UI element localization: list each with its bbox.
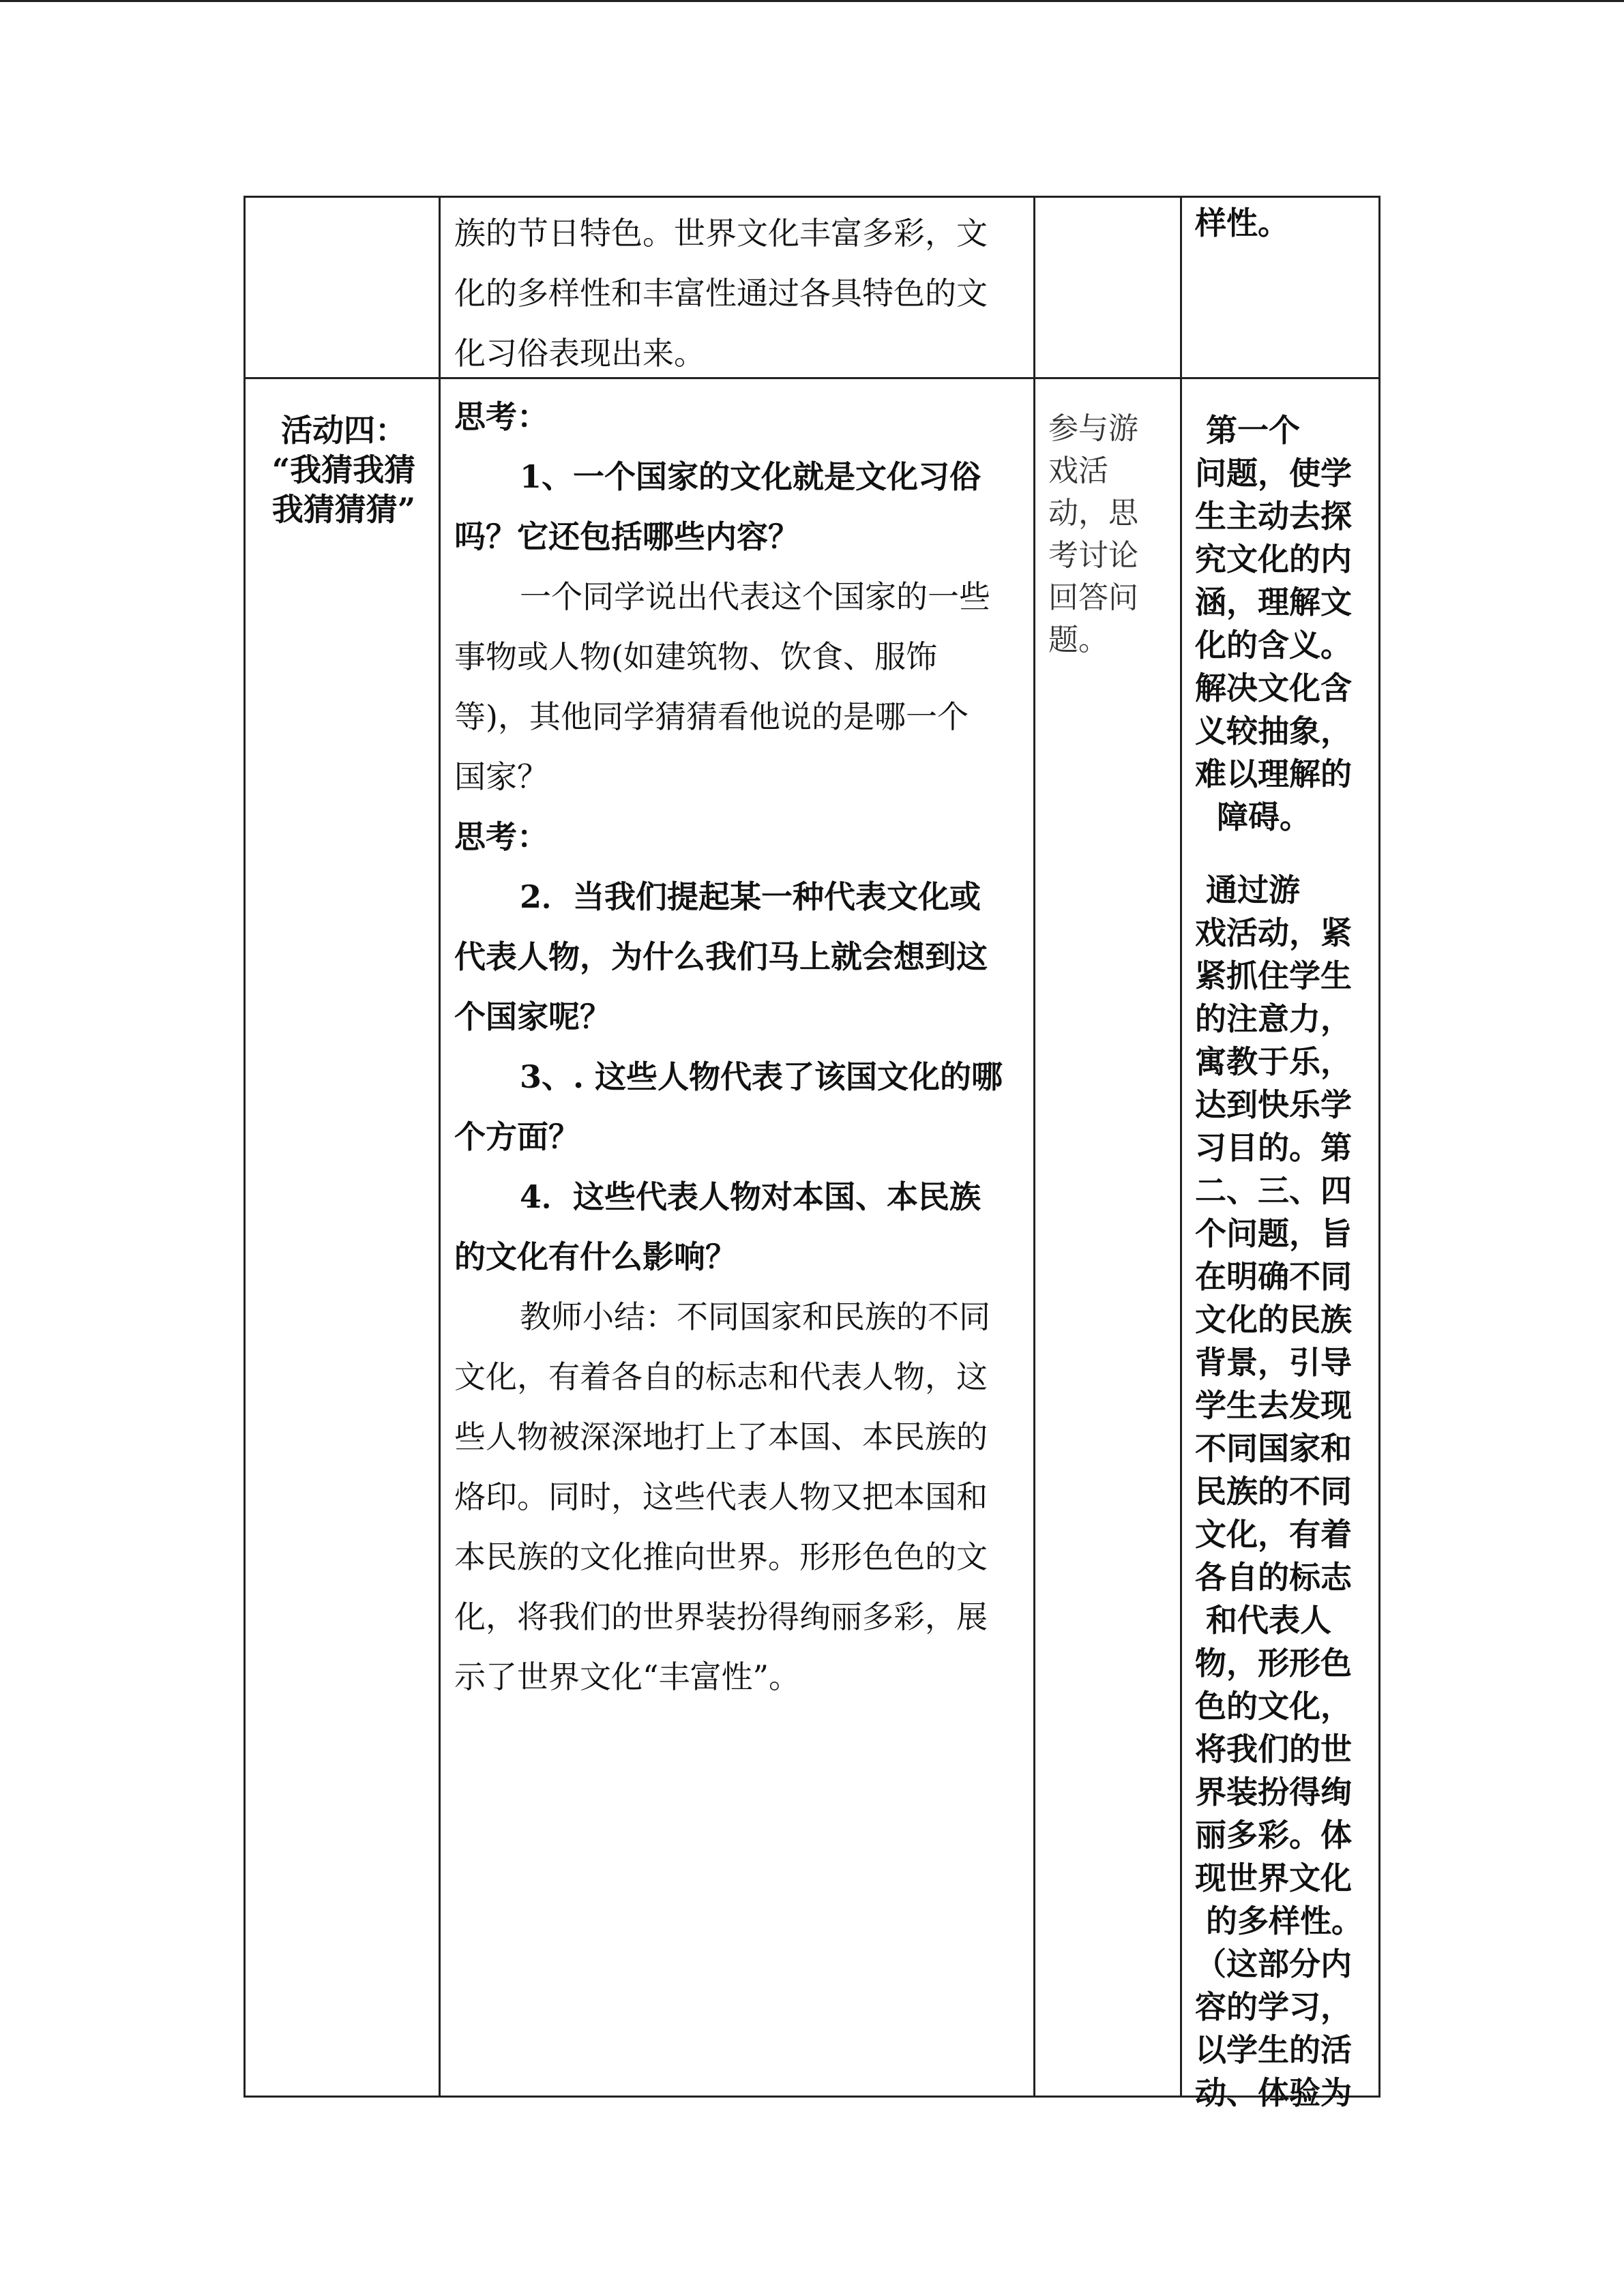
summary-line-1: 教师小结：不同国家和民族的不同 bbox=[520, 1298, 990, 1335]
intent-a-line-10: 障碍。 bbox=[1195, 799, 1312, 835]
intent-b-line-26: （这部分内 bbox=[1195, 1945, 1352, 1982]
intent-a-line-2: 问题，使学 bbox=[1195, 455, 1352, 492]
student-activity-line-1: 参与游 bbox=[1048, 411, 1138, 446]
intent-b-line-12: 背景，引导 bbox=[1195, 1344, 1352, 1381]
intent-b-line-20: 色的文化， bbox=[1195, 1688, 1352, 1725]
intent-b-line-14: 不同国家和 bbox=[1195, 1430, 1352, 1467]
question-3-line-2: 个方面？ bbox=[454, 1118, 580, 1155]
game-rule-line-1: 一个同学说出代表这个国家的一些 bbox=[520, 578, 990, 615]
intent-b-line-7: 习目的。第 bbox=[1195, 1129, 1352, 1166]
intent-b-line-25: 的多样性。 bbox=[1195, 1903, 1363, 1939]
table-top-border bbox=[243, 196, 1381, 198]
intent-a-line-3: 生主动去探 bbox=[1195, 498, 1352, 535]
intent-b-line-3: 紧抓住学生 bbox=[1195, 957, 1352, 994]
student-activity-line-6: 题。 bbox=[1048, 623, 1108, 657]
intent-b-line-13: 学生去发现 bbox=[1195, 1387, 1352, 1424]
think-label-1: 思考： bbox=[454, 398, 548, 435]
student-activity-line-3: 动，思 bbox=[1048, 496, 1138, 531]
game-rule-line-2: 事物或人物(如建筑物、饮食、服饰 bbox=[454, 638, 937, 675]
col-divider-1 bbox=[439, 196, 441, 2098]
intent-b-line-22: 界装扮得绚 bbox=[1195, 1774, 1352, 1810]
col-divider-3 bbox=[1180, 196, 1182, 2098]
intent-b-line-8: 二、三、四 bbox=[1195, 1172, 1352, 1209]
col-divider-2 bbox=[1033, 196, 1035, 2098]
student-activity-line-4: 考讨论 bbox=[1048, 538, 1138, 573]
intent-a-line-5: 涵，理解文 bbox=[1195, 584, 1352, 621]
question-4-line-2: 的文化有什么影响？ bbox=[454, 1238, 737, 1275]
design-intent-part-1 bbox=[1195, 409, 1374, 839]
teaching-process-cell bbox=[454, 387, 1027, 1707]
student-activity-line-2: 戏活 bbox=[1048, 453, 1108, 488]
intent-b-line-28: 以学生的活 bbox=[1195, 2031, 1352, 2068]
intent-b-line-15: 民族的不同 bbox=[1195, 1473, 1352, 1510]
intent-a-line-7: 解决文化含 bbox=[1195, 670, 1352, 706]
summary-line-6: 化，将我们的世界装扮得绚丽多彩，展 bbox=[454, 1598, 988, 1635]
summary-line-7: 示了世界文化“丰富性”。 bbox=[454, 1658, 801, 1695]
intent-b-line-9: 个问题，旨 bbox=[1195, 1215, 1352, 1252]
row1-process-line-3: 化习俗表现出来。 bbox=[454, 335, 705, 372]
summary-line-2: 文化，有着各自的标志和代表人物，这 bbox=[454, 1358, 988, 1395]
activity-title-line-3: 我猜猜猜” bbox=[271, 491, 416, 528]
intent-a-line-6: 化的含义。 bbox=[1195, 627, 1352, 664]
intent-b-line-27: 容的学习， bbox=[1195, 1988, 1352, 2025]
page-top-border bbox=[0, 0, 1624, 2]
student-activity-cell bbox=[1048, 408, 1168, 661]
activity-title-line-1: 活动四： bbox=[281, 412, 407, 449]
row1-intent-cell bbox=[1195, 202, 1374, 245]
row1-intent-text: 样性。 bbox=[1195, 205, 1289, 241]
row1-process-cell bbox=[454, 203, 1027, 383]
summary-line-3: 些人物被深深地打上了本国、本民族的 bbox=[454, 1418, 988, 1455]
intent-b-line-24: 现世界文化 bbox=[1195, 1860, 1352, 1896]
question-2-line-1: 2．当我们提起某一种代表文化或 bbox=[520, 878, 981, 915]
intent-b-line-29: 动、体验为 bbox=[1195, 2074, 1352, 2111]
intent-a-line-4: 究文化的内 bbox=[1195, 541, 1352, 578]
activity-title-line-2: “我猜我猜 bbox=[271, 451, 416, 488]
intent-b-line-16: 文化，有着 bbox=[1195, 1516, 1352, 1553]
game-rule-line-3: 等)，其他同学猜猜看他说的是哪一个 bbox=[454, 698, 969, 735]
intent-b-line-6: 达到快乐学 bbox=[1195, 1086, 1352, 1123]
summary-line-4: 烙印。同时，这些代表人物又把本国和 bbox=[454, 1478, 988, 1515]
intent-b-line-19: 物，形形色 bbox=[1195, 1645, 1352, 1682]
intent-b-line-10: 在明确不同 bbox=[1195, 1258, 1352, 1295]
question-2-line-3: 个国家呢？ bbox=[454, 998, 611, 1035]
intent-b-line-5: 寓教于乐， bbox=[1195, 1043, 1352, 1080]
summary-line-5: 本民族的文化推向世界。形形色色的文 bbox=[454, 1538, 988, 1575]
intent-a-line-8: 义较抽象， bbox=[1195, 713, 1352, 749]
question-4-line-1: 4．这些代表人物对本国、本民族 bbox=[520, 1178, 981, 1215]
question-1-line-2: 吗？它还包括哪些内容？ bbox=[454, 518, 799, 555]
row1-process-line-2: 化的多样性和丰富性通过各具特色的文 bbox=[454, 275, 988, 312]
question-2-line-2: 代表人物，为什么我们马上就会想到这 bbox=[454, 938, 988, 975]
intent-a-line-1: 第一个 bbox=[1195, 412, 1301, 449]
intent-b-line-18: 和代表人 bbox=[1195, 1602, 1332, 1639]
intent-b-line-17: 各自的标志 bbox=[1195, 1559, 1352, 1596]
intent-b-line-2: 戏活动，紧 bbox=[1195, 914, 1352, 951]
game-rule-line-4: 国家？ bbox=[454, 758, 548, 795]
intent-a-line-9: 难以理解的 bbox=[1195, 756, 1352, 792]
design-intent-part-2 bbox=[1195, 869, 1374, 2115]
design-intent-cell bbox=[1195, 409, 1374, 2115]
student-activity-line-5: 回答问 bbox=[1048, 580, 1138, 615]
intent-b-line-11: 文化的民族 bbox=[1195, 1301, 1352, 1338]
intent-b-line-1: 通过游 bbox=[1195, 871, 1301, 908]
intent-b-line-4: 的注意力， bbox=[1195, 1000, 1352, 1037]
activity-title-cell bbox=[252, 411, 435, 529]
question-1-line-1: 1、一个国家的文化就是文化习俗 bbox=[520, 458, 981, 495]
table-right-border bbox=[1378, 196, 1381, 2098]
question-3-line-1: 3、. 这些人物代表了该国文化的哪 bbox=[520, 1058, 1003, 1095]
row1-process-line-1: 族的节日特色。世界文化丰富多彩，文 bbox=[454, 215, 988, 252]
table-left-border bbox=[243, 196, 246, 2098]
intent-b-line-21: 将我们的世 bbox=[1195, 1731, 1352, 1768]
think-label-2: 思考： bbox=[454, 818, 548, 855]
intent-b-line-23: 丽多彩。体 bbox=[1195, 1817, 1352, 1853]
